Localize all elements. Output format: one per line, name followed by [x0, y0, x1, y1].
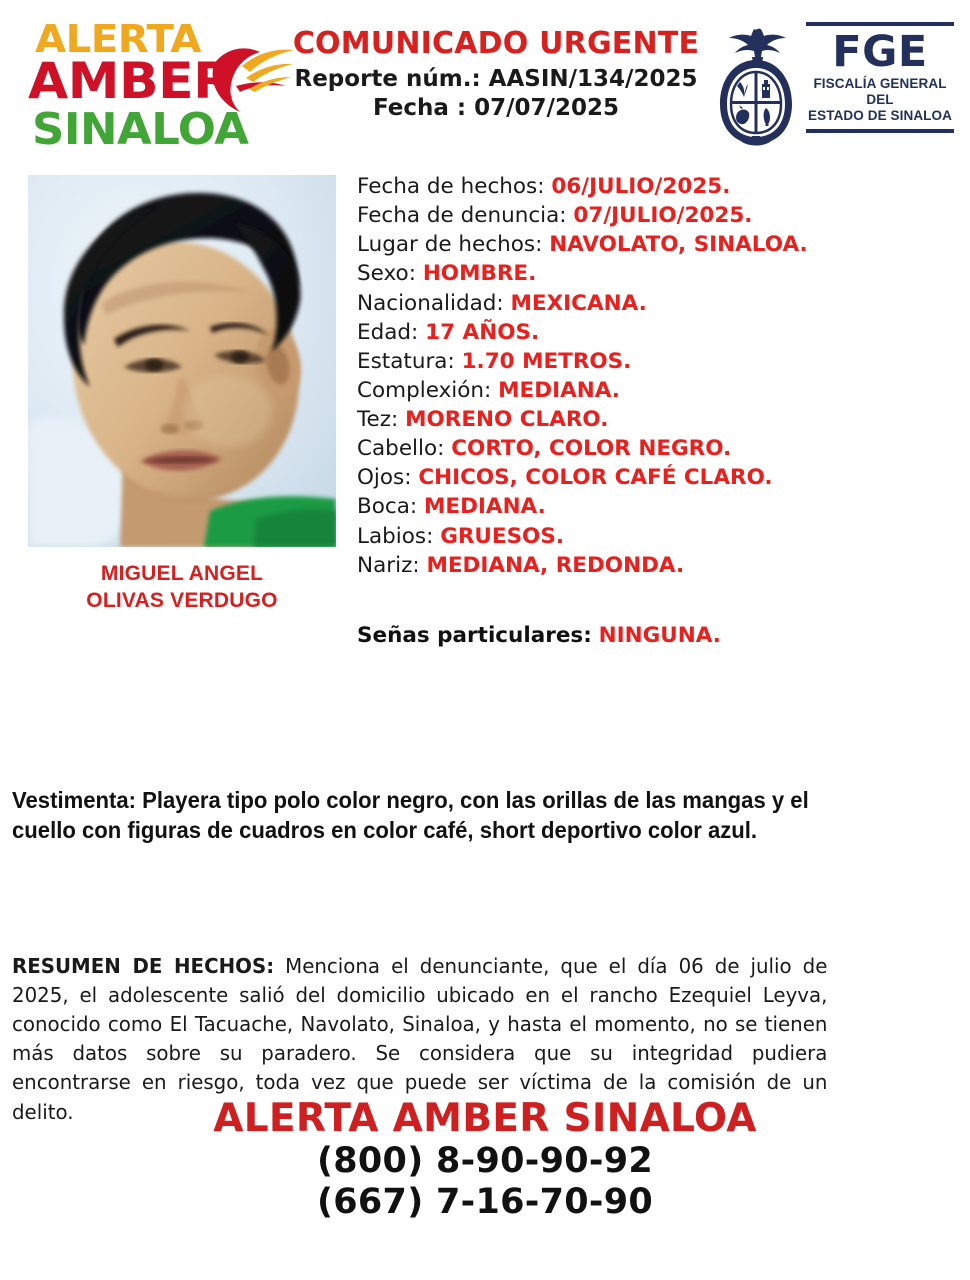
detail-value: 1.70 METROS.	[461, 348, 632, 374]
fge-rule-bottom	[806, 129, 954, 133]
detail-label: Tez:	[357, 407, 399, 432]
detail-value: CHICOS, COLOR CAFÉ CLARO.	[418, 465, 773, 491]
header-title-block	[286, 28, 706, 123]
footer-phone-local[interactable]: (667) 7-16-70-90	[316, 1181, 654, 1222]
detail-row	[357, 405, 957, 434]
detail-label: Nariz:	[357, 552, 420, 578]
person-name	[28, 561, 336, 615]
detail-label: Labios:	[357, 523, 434, 549]
detail-row	[357, 172, 957, 201]
detail-label: Edad:	[357, 319, 419, 345]
detail-row	[357, 289, 957, 318]
detail-row	[357, 434, 957, 463]
distinguishing-marks-value: NINGUNA.	[598, 623, 721, 648]
logo-word-amber: AMBER	[28, 52, 233, 110]
person-photo-frame	[28, 175, 336, 547]
detail-label: Lugar de hechos:	[357, 232, 543, 258]
detail-row	[357, 201, 957, 230]
detail-value: MEDIANA.	[498, 377, 620, 403]
fge-text-block	[806, 22, 954, 133]
detail-value: CORTO, COLOR NEGRO.	[451, 436, 732, 462]
detail-value: MEDIANA, REDONDA.	[426, 552, 685, 578]
detail-row	[357, 492, 957, 521]
logo-word-alerta: ALERTA	[35, 17, 201, 61]
detail-row	[357, 463, 957, 492]
detail-label: Boca:	[357, 494, 418, 520]
distinguishing-marks-label: Señas particulares:	[357, 623, 592, 648]
person-photo-column	[28, 175, 336, 615]
detail-value: MEDIANA.	[424, 494, 546, 520]
sinaloa-coat-of-arms-icon	[714, 24, 798, 150]
detail-row	[357, 376, 957, 405]
detail-label: Complexión:	[357, 377, 492, 403]
detail-value: 17 AÑOS.	[425, 319, 540, 345]
person-name-line1: MIGUEL ANGEL	[100, 562, 264, 585]
detail-label: Fecha de denuncia:	[357, 203, 567, 229]
detail-value: 06/JULIO/2025.	[551, 174, 731, 199]
detail-label: Nacionalidad:	[357, 290, 504, 316]
detail-label: Cabello:	[357, 436, 445, 462]
fge-rule-top	[806, 22, 954, 26]
incident-summary-label: RESUMEN DE HECHOS:	[12, 954, 275, 978]
detail-value: HOMBRE.	[422, 261, 537, 287]
detail-row	[357, 318, 957, 347]
alerta-amber-sinaloa-logo	[28, 17, 278, 155]
report-date: Fecha : 07/07/2025	[373, 95, 619, 122]
detail-value: 07/JULIO/2025.	[573, 203, 753, 229]
detail-value: GRUESOS.	[440, 523, 564, 549]
missing-person-photo	[28, 175, 336, 547]
document-header	[0, 0, 970, 162]
fge-full-name-line2: ESTADO DE SINALOA	[808, 107, 952, 123]
page-title: COMUNICADO URGENTE	[292, 26, 700, 61]
footer-phone-toll-free[interactable]: (800) 8-90-90-92	[316, 1140, 654, 1181]
distinguishing-marks-row	[357, 623, 721, 648]
detail-row	[357, 230, 957, 259]
fge-abbreviation: FGE	[832, 27, 928, 77]
detail-row	[357, 259, 957, 288]
document-footer	[0, 1098, 970, 1223]
detail-value: MEXICANA.	[510, 290, 647, 316]
fge-full-name	[806, 76, 954, 124]
detail-label: Ojos:	[357, 465, 412, 491]
footer-alert-title: ALERTA AMBER SINALOA	[213, 1096, 757, 1141]
person-name-line2: OLIVAS VERDUGO	[86, 588, 278, 612]
report-number: Reporte núm.: AASIN/134/2025	[294, 65, 698, 92]
detail-row	[357, 347, 957, 376]
detail-value: NAVOLATO, SINALOA.	[549, 232, 808, 258]
detail-value: MORENO CLARO.	[405, 407, 609, 432]
detail-row	[357, 522, 957, 551]
fge-logo	[714, 20, 954, 152]
detail-label: Fecha de hechos:	[357, 174, 545, 199]
person-details-list	[357, 172, 957, 580]
incident-summary-text: Menciona el denunciante, que el día 06 de julio de 2025, el adolescente salió del domicilio ubicado en el rancho Ezequiel Leyva, conocido como El Tacuache, Navolato, Sinaloa, y hasta el momento, no se tienen más datos sobre su paradero. Se considera que su integridad pudiera encontrarse en riesgo, toda vez que puede ser víctima de la comisión de un delito.	[12, 954, 828, 1124]
detail-label: Sexo:	[357, 261, 416, 287]
detail-row	[357, 551, 957, 580]
logo-word-sinaloa: SINALOA	[32, 104, 249, 155]
fge-full-name-line1: FISCALÍA GENERAL DEL	[813, 76, 947, 107]
detail-label: Estatura:	[357, 348, 455, 374]
clothing-description: Vestimenta: Playera tipo polo color negro, con las orillas de las mangas y el cuello con figuras de cuadros en color café, short deportivo color azul.	[12, 787, 809, 843]
